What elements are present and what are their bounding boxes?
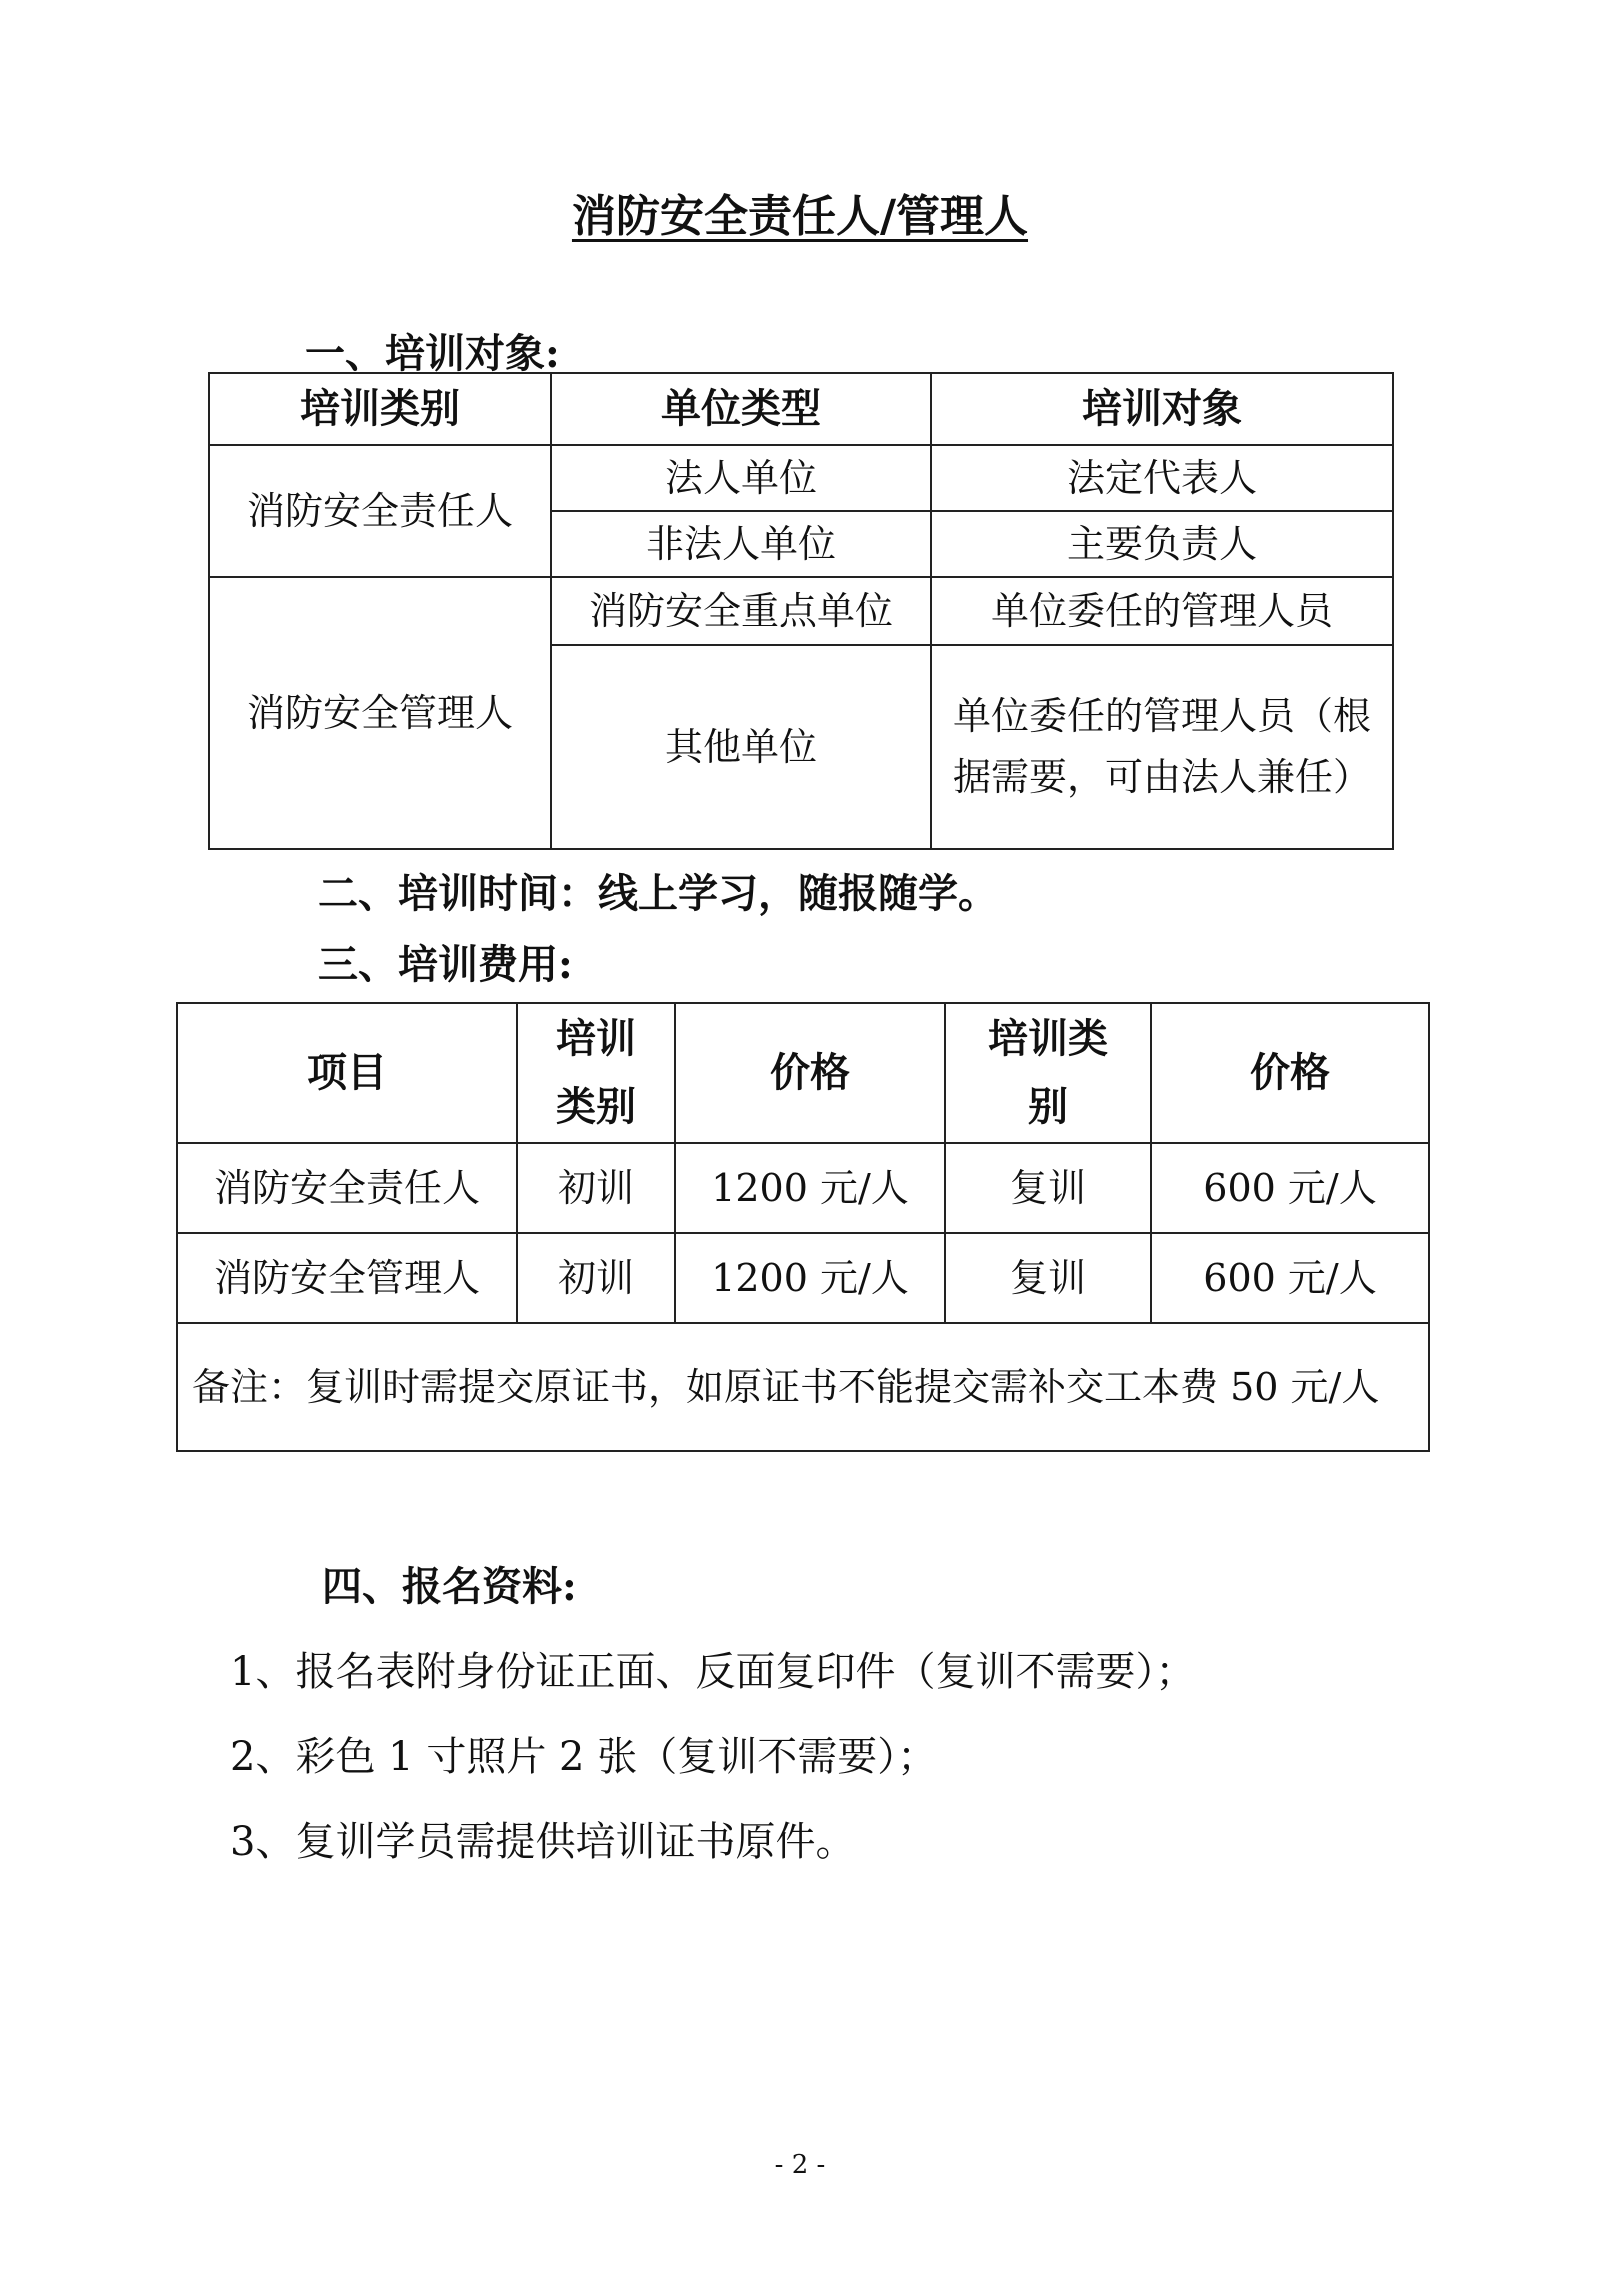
table-header: 培训对象 <box>931 373 1393 445</box>
unit-type-cell: 法人单位 <box>551 445 931 511</box>
target-cell: 法定代表人 <box>931 445 1393 511</box>
table-header: 项目 <box>177 1003 517 1143</box>
price-cell: 1200 元/人 <box>675 1233 945 1323</box>
target-cell: 单位委任的管理人员（根据需要，可由法人兼任） <box>931 645 1393 849</box>
section-4-heading: 四、报名资料: <box>322 1563 577 1610</box>
table-row <box>209 445 1393 511</box>
table-header: 培训类别 <box>945 1003 1151 1143</box>
training-target-table <box>208 372 1394 850</box>
page-number: - 2 - <box>774 2150 826 2180</box>
price-cell: 600 元/人 <box>1151 1143 1429 1233</box>
unit-type-cell: 其他单位 <box>551 645 931 849</box>
price-cell: 1200 元/人 <box>675 1143 945 1233</box>
table-header: 价格 <box>675 1003 945 1143</box>
list-item: 2、彩色 1 寸照片 2 张（复训不需要）； <box>230 1734 938 1780</box>
table-row <box>209 577 1393 645</box>
table-row <box>177 1323 1429 1451</box>
section-3-heading: 三、培训费用: <box>318 941 573 988</box>
item-cell: 消防安全管理人 <box>177 1233 517 1323</box>
document-title: 消防安全责任人/管理人 <box>571 191 1029 242</box>
table-header: 价格 <box>1151 1003 1429 1143</box>
list-item: 1、报名表附身份证正面、反面复印件（复训不需要）； <box>230 1649 1196 1695</box>
unit-type-cell: 非法人单位 <box>551 511 931 577</box>
section-1-heading: 一、培训对象: <box>305 330 560 377</box>
item-cell: 消防安全责任人 <box>177 1143 517 1233</box>
training-fee-table <box>176 1002 1430 1452</box>
type-cell: 复训 <box>945 1143 1151 1233</box>
category-cell: 消防安全管理人 <box>209 577 551 849</box>
category-cell: 消防安全责任人 <box>209 445 551 577</box>
table-row <box>177 1143 1429 1233</box>
list-item: 3、复训学员需提供培训证书原件。 <box>230 1819 856 1865</box>
table-row <box>177 1233 1429 1323</box>
target-cell: 主要负责人 <box>931 511 1393 577</box>
unit-type-cell: 消防安全重点单位 <box>551 577 931 645</box>
fee-note: 备注：复训时需提交原证书，如原证书不能提交需补交工本费 50 元/人 <box>177 1323 1429 1451</box>
price-cell: 600 元/人 <box>1151 1233 1429 1323</box>
target-cell: 单位委任的管理人员 <box>931 577 1393 645</box>
section-2-heading: 二、培训时间：线上学习，随报随学。 <box>318 870 998 917</box>
table-header: 培训类别 <box>517 1003 675 1143</box>
type-cell: 复训 <box>945 1233 1151 1323</box>
table-header: 单位类型 <box>551 373 931 445</box>
type-cell: 初训 <box>517 1143 675 1233</box>
table-header: 培训类别 <box>209 373 551 445</box>
type-cell: 初训 <box>517 1233 675 1323</box>
